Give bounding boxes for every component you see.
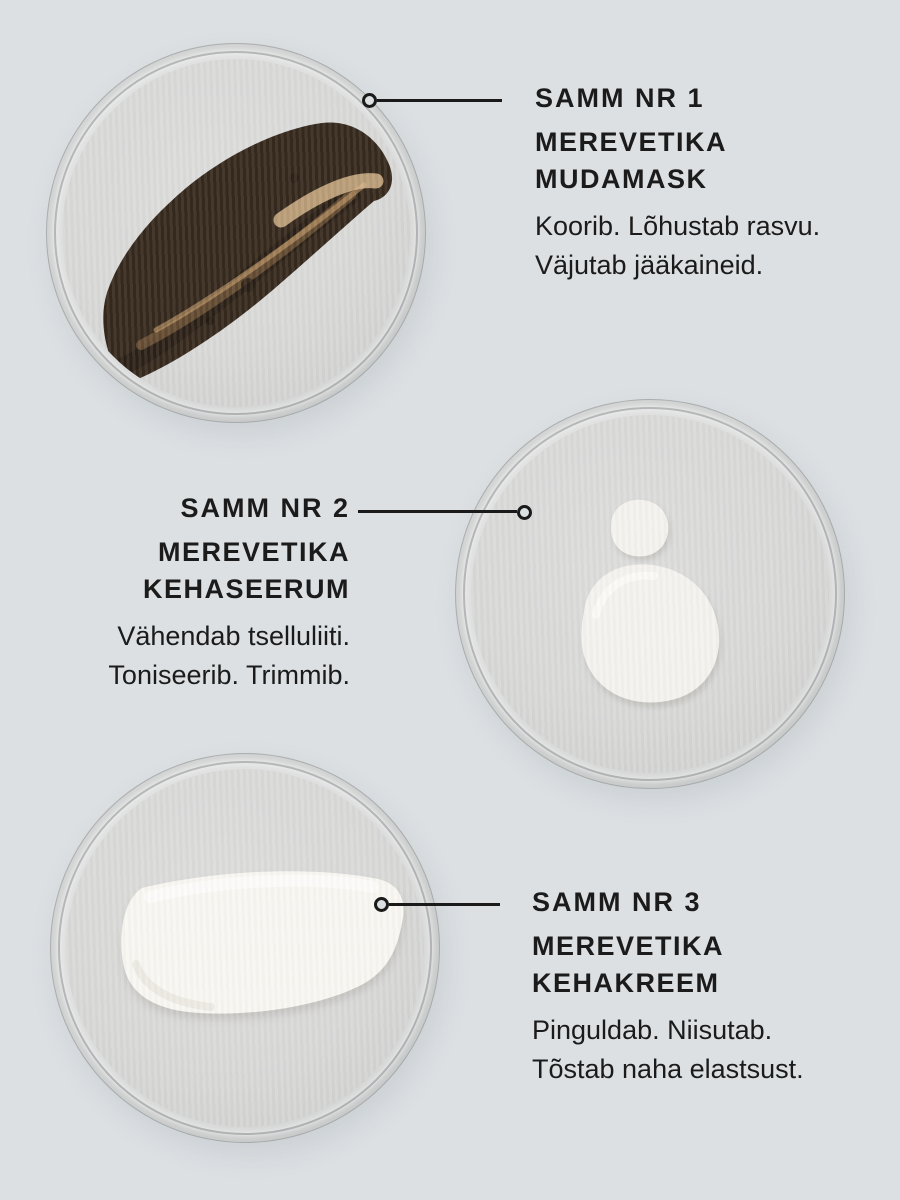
- petri-dish-3: [50, 753, 440, 1143]
- callout-dot-1: [362, 93, 377, 108]
- petri-dish-1-surface: [62, 59, 410, 407]
- body-cream-smear: [66, 769, 424, 1127]
- benefit-line: Tõstab naha elastsust.: [532, 1054, 804, 1084]
- callout-dot-2: [517, 505, 532, 520]
- benefit-line: Väjutab jääkaineid.: [535, 250, 764, 280]
- step-1-title: SAMM NR 1: [535, 83, 705, 113]
- benefit-line: Toniseerib. Trimmib.: [108, 660, 350, 690]
- product-name-line: MEREVETIKA: [532, 931, 725, 961]
- callout-line-1: [377, 99, 502, 102]
- benefit-line: Pinguldab. Niisutab.: [532, 1015, 773, 1045]
- product-name-line: MUDAMASK: [535, 164, 708, 194]
- callout-line-3: [389, 903, 500, 906]
- petri-dish-2: [455, 399, 845, 789]
- step-3-benefits: [532, 1011, 892, 1089]
- step-1-annotation: [535, 82, 885, 285]
- product-name-line: KEHAKREEM: [532, 968, 720, 998]
- step-2-annotation: [0, 492, 350, 695]
- product-name-line: KEHASEERUM: [142, 574, 350, 604]
- callout-dot-3: [374, 897, 389, 912]
- step-3-product-name: [532, 928, 892, 1002]
- product-name-line: MEREVETIKA: [535, 127, 728, 157]
- step-1-product-name: [535, 124, 885, 198]
- benefit-line: Vähendab tselluliiti.: [117, 621, 350, 651]
- step-3-annotation: [532, 886, 892, 1089]
- benefit-line: Koorib. Lõhustab rasvu.: [535, 211, 821, 241]
- callout-line-2: [358, 510, 517, 513]
- mud-mask-smear: [62, 59, 410, 407]
- step-1-benefits: [535, 207, 885, 285]
- product-name-line: MEREVETIKA: [157, 537, 350, 567]
- petri-dish-3-surface: [66, 769, 424, 1127]
- body-serum-drop: [471, 415, 829, 773]
- step-2-title: SAMM NR 2: [180, 493, 350, 523]
- step-2-product-name: [0, 534, 350, 608]
- step-3-title: SAMM NR 3: [532, 887, 702, 917]
- petri-dish-2-surface: [471, 415, 829, 773]
- step-2-benefits: [0, 617, 350, 695]
